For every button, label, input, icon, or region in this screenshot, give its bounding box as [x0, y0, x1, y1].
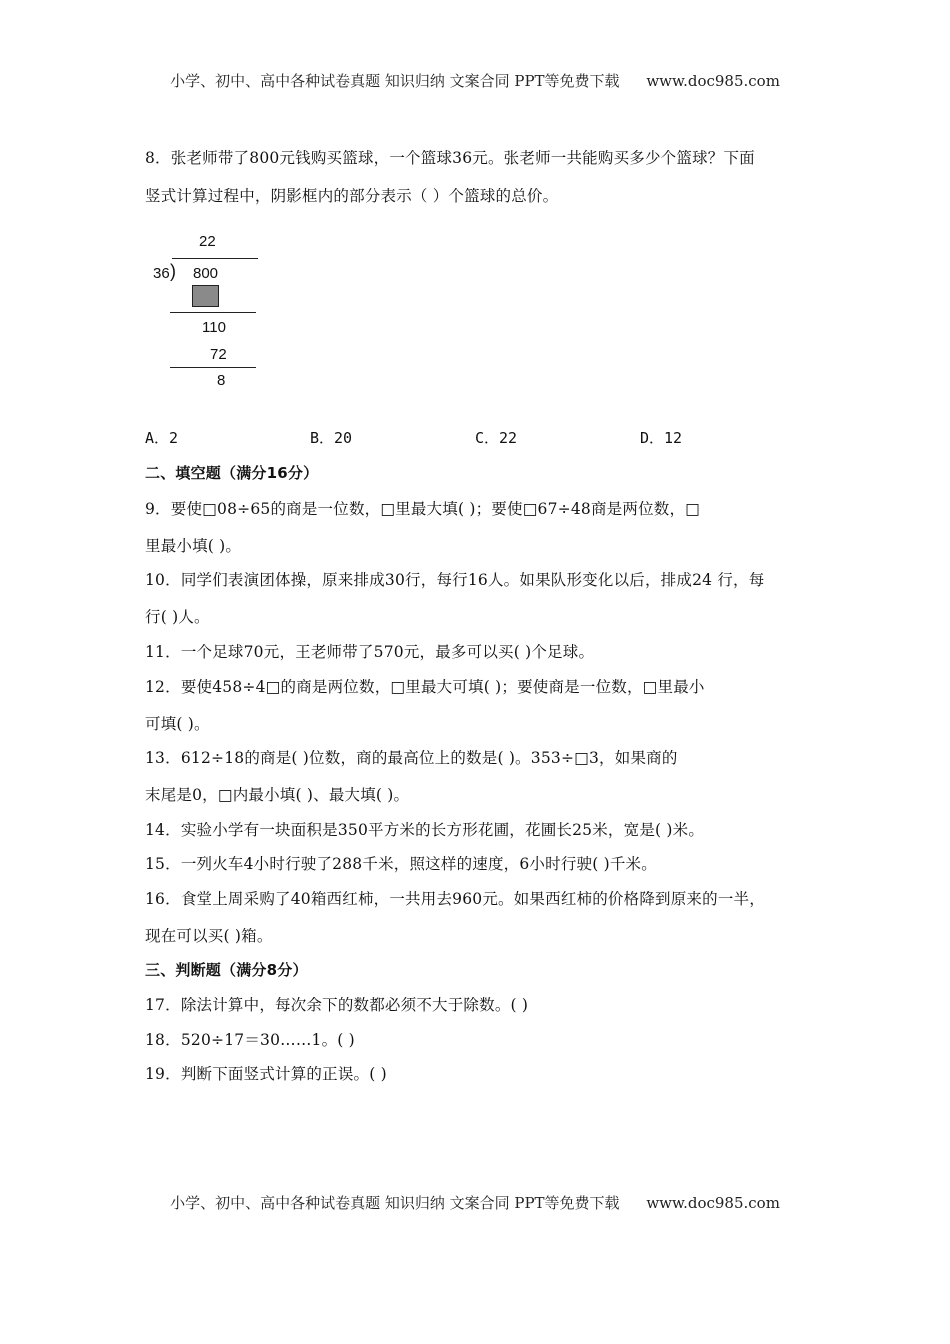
- option-d[interactable]: D．12: [640, 429, 683, 447]
- q18-line1: 18．520÷17＝30……1。( ): [145, 1031, 355, 1049]
- q16-line2: 现在可以买( )箱。: [145, 927, 273, 945]
- q12-line1: 12．要使458÷4□的商是两位数，□里最大可填( )；要使商是一位数，□里最小: [145, 678, 705, 696]
- header-site[interactable]: www.doc985.com: [646, 72, 780, 90]
- division-line-2: [170, 367, 256, 368]
- q11-line1: 11．一个足球70元，王老师带了570元，最多可以买( )个足球。: [145, 643, 595, 661]
- option-c[interactable]: C．22: [475, 429, 518, 447]
- q13-line2: 末尾是0，□内最小填( )、最大填( )。: [145, 786, 410, 804]
- shaded-box: [192, 285, 219, 307]
- division-top-line: [172, 258, 258, 259]
- division-quotient: 22: [199, 233, 216, 250]
- footer-site[interactable]: www.doc985.com: [646, 1194, 780, 1212]
- division-divisor: 36: [153, 265, 170, 282]
- q19-line1: 19．判断下面竖式计算的正误。( ): [145, 1065, 387, 1083]
- q16-line1: 16．食堂上周采购了40箱西红柿，一共用去960元。如果西红柿的价格降到原来的一半，: [145, 890, 765, 908]
- option-a[interactable]: A．2: [145, 429, 179, 447]
- division-step-product: 72: [210, 346, 227, 363]
- q8-line2: 竖式计算过程中，阴影框内的部分表示（ ）个篮球的总价。: [145, 187, 559, 205]
- section-3-title: 三、判断题（满分8分）: [145, 961, 308, 979]
- q12-line2: 可填( )。: [145, 715, 210, 733]
- q10-line2: 行( )人。: [145, 608, 210, 626]
- division-line-1: [170, 312, 256, 313]
- header-text: 小学、初中、高中各种试卷真题 知识归纳 文案合同 PPT等免费下载: [170, 72, 620, 90]
- q8-line1: 8．张老师带了800元钱购买篮球，一个篮球36元。张老师一共能购买多少个篮球？下面: [145, 149, 755, 167]
- footer-text: 小学、初中、高中各种试卷真题 知识归纳 文案合同 PPT等免费下载: [170, 1194, 620, 1212]
- option-b[interactable]: B．20: [310, 429, 353, 447]
- page-header: [0, 70, 950, 91]
- q13-line1: 13．612÷18的商是( )位数，商的最高位上的数是( )。353÷□3，如果商的: [145, 749, 678, 767]
- page-footer: [0, 1192, 950, 1213]
- division-step-remainder: 110: [202, 319, 226, 336]
- section-2-title: 二、填空题（满分16分）: [145, 464, 319, 482]
- q10-line1: 10．同学们表演团体操，原来排成30行，每行16人。如果队形变化以后，排成24 行，每: [145, 571, 765, 589]
- division-remainder: 8: [217, 372, 226, 389]
- q17-line1: 17．除法计算中，每次余下的数都必须不大于除数。( ): [145, 996, 529, 1014]
- q9-line2: 里最小填( )。: [145, 537, 242, 555]
- division-bracket: ): [170, 261, 176, 281]
- q15-line1: 15．一列火车4小时行驶了288千米，照这样的速度，6小时行驶( )千米。: [145, 855, 657, 873]
- division-dividend: 800: [193, 265, 219, 282]
- q9-line1: 9．要使□08÷65的商是一位数，□里最大填( )；要使□67÷48商是两位数，□: [145, 500, 701, 518]
- q14-line1: 14．实验小学有一块面积是350平方米的长方形花圃，花圃长25米，宽是( )米。: [145, 821, 705, 839]
